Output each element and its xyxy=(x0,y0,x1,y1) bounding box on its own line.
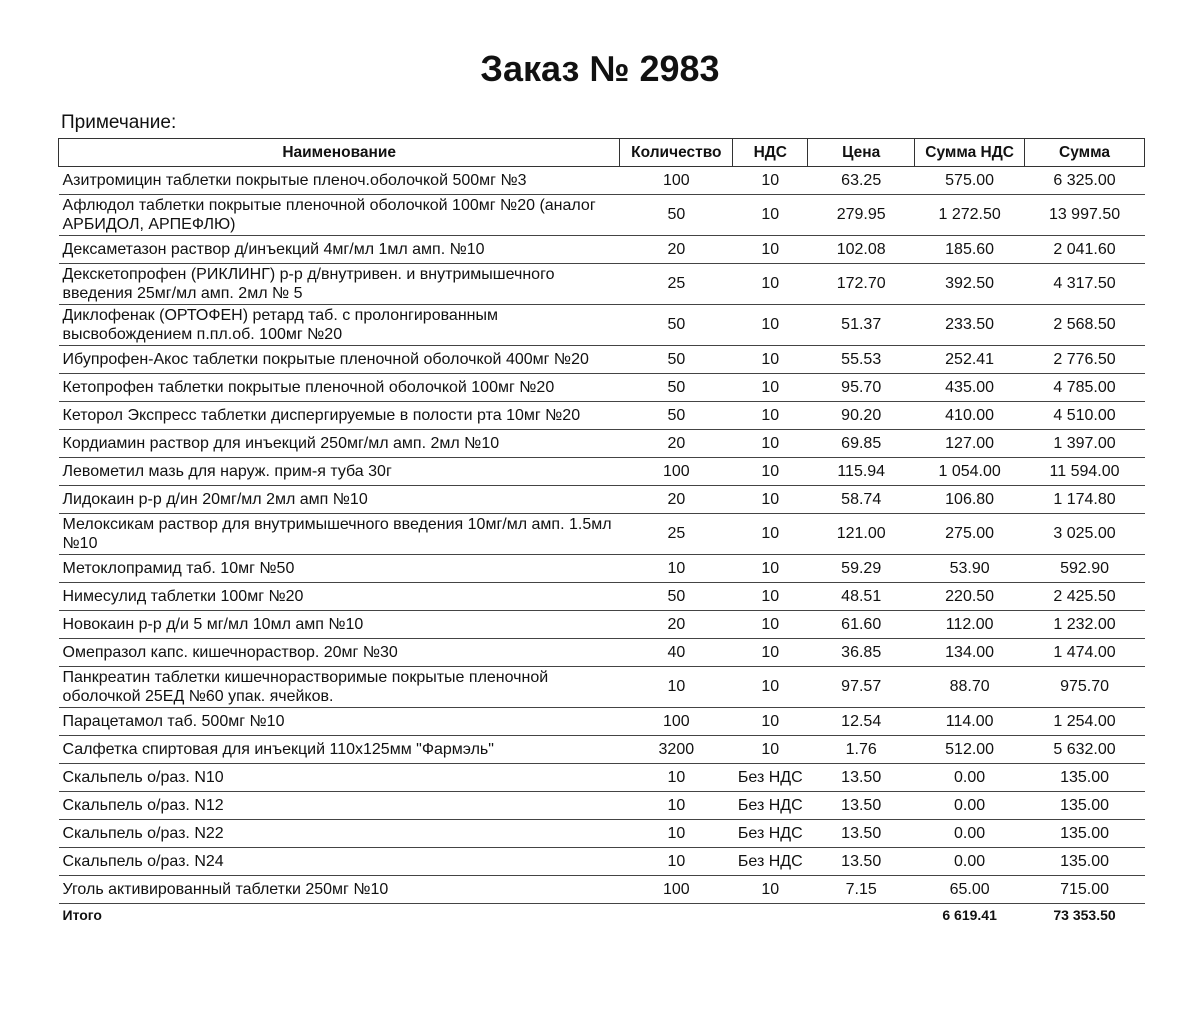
total-sum: 73 353.50 xyxy=(1053,907,1116,923)
item-name: Мелоксикам раствор для внутримышечного введения 10мг/мл амп. 1.5мл №10 xyxy=(59,514,620,555)
item-vat-sum: 112.00 xyxy=(915,611,1025,639)
item-vat-sum: 392.50 xyxy=(915,264,1025,305)
item-price: 13.50 xyxy=(808,764,915,792)
item-price: 102.08 xyxy=(808,236,915,264)
item-name: Левометил мазь для наруж. прим-я туба 30г xyxy=(59,458,620,486)
total-row xyxy=(59,904,1145,927)
item-vat-sum: 512.00 xyxy=(915,736,1025,764)
item-quantity: 10 xyxy=(620,555,733,583)
item-price: 12.54 xyxy=(808,708,915,736)
item-vat-sum: 0.00 xyxy=(915,848,1025,876)
item-name: Нимесулид таблетки 100мг №20 xyxy=(59,583,620,611)
item-sum: 13 997.50 xyxy=(1025,195,1145,236)
item-name: Дексаметазон раствор д/инъекций 4мг/мл 1мл амп. №10 xyxy=(59,236,620,264)
table-row xyxy=(59,708,1145,736)
table-row xyxy=(59,374,1145,402)
item-name: Скальпель о/раз. N22 xyxy=(59,820,620,848)
item-quantity: 50 xyxy=(620,402,733,430)
item-quantity: 3200 xyxy=(620,736,733,764)
item-vat: 10 xyxy=(733,555,808,583)
item-vat: 10 xyxy=(733,346,808,374)
item-name: Парацетамол таб. 500мг №10 xyxy=(59,708,620,736)
table-row xyxy=(59,876,1145,904)
item-vat-sum: 1 272.50 xyxy=(915,195,1025,236)
item-vat: 10 xyxy=(733,374,808,402)
item-vat: 10 xyxy=(733,305,808,346)
header-name: Наименование xyxy=(59,139,620,167)
table-row xyxy=(59,305,1145,346)
table-row xyxy=(59,667,1145,708)
item-quantity: 10 xyxy=(620,792,733,820)
item-name: Омепразол капс. кишечнораствор. 20мг №30 xyxy=(59,639,620,667)
item-vat-sum: 0.00 xyxy=(915,792,1025,820)
item-price: 7.15 xyxy=(808,876,915,904)
item-vat: Без НДС xyxy=(733,792,808,820)
item-quantity: 100 xyxy=(620,167,733,195)
item-price: 95.70 xyxy=(808,374,915,402)
header-vat: НДС xyxy=(733,139,808,167)
item-sum: 135.00 xyxy=(1025,848,1145,876)
item-sum: 592.90 xyxy=(1025,555,1145,583)
item-quantity: 100 xyxy=(620,458,733,486)
item-price: 36.85 xyxy=(808,639,915,667)
item-quantity: 20 xyxy=(620,611,733,639)
item-vat: 10 xyxy=(733,514,808,555)
item-vat: 10 xyxy=(733,167,808,195)
item-quantity: 100 xyxy=(620,708,733,736)
table-row xyxy=(59,167,1145,195)
item-sum: 1 397.00 xyxy=(1025,430,1145,458)
table-row xyxy=(59,346,1145,374)
item-quantity: 10 xyxy=(620,764,733,792)
table-row xyxy=(59,639,1145,667)
header-sum: Сумма xyxy=(1025,139,1145,167)
item-vat-sum: 53.90 xyxy=(915,555,1025,583)
order-table xyxy=(58,138,1145,926)
item-vat-sum: 185.60 xyxy=(915,236,1025,264)
table-row xyxy=(59,514,1145,555)
item-name: Салфетка спиртовая для инъекций 110x125мм "Фармэль" xyxy=(59,736,620,764)
item-vat-sum: 114.00 xyxy=(915,708,1025,736)
item-vat-sum: 410.00 xyxy=(915,402,1025,430)
item-quantity: 50 xyxy=(620,195,733,236)
item-vat: 10 xyxy=(733,667,808,708)
item-quantity: 25 xyxy=(620,514,733,555)
item-quantity: 50 xyxy=(620,583,733,611)
table-row xyxy=(59,236,1145,264)
empty xyxy=(808,904,915,927)
table-row xyxy=(59,486,1145,514)
item-price: 51.37 xyxy=(808,305,915,346)
item-name: Панкреатин таблетки кишечнорастворимые покрытые пленочной оболочкой 25ЕД №60 упак. ячейков. xyxy=(59,667,620,708)
item-sum: 135.00 xyxy=(1025,764,1145,792)
item-name: Декскетопрофен (РИКЛИНГ) р-р д/внутривен. и внутримышечного введения 25мг/мл амп. 2мл № 5 xyxy=(59,264,620,305)
item-sum: 4 785.00 xyxy=(1025,374,1145,402)
item-price: 279.95 xyxy=(808,195,915,236)
item-sum: 4 510.00 xyxy=(1025,402,1145,430)
item-name: Кордиамин раствор для инъекций 250мг/мл амп. 2мл №10 xyxy=(59,430,620,458)
item-price: 61.60 xyxy=(808,611,915,639)
item-sum: 2 568.50 xyxy=(1025,305,1145,346)
item-price: 115.94 xyxy=(808,458,915,486)
item-name: Скальпель о/раз. N12 xyxy=(59,792,620,820)
item-name: Кеторол Экспресс таблетки диспергируемые в полости рта 10мг №20 xyxy=(59,402,620,430)
item-sum: 1 474.00 xyxy=(1025,639,1145,667)
item-name: Кетопрофен таблетки покрытые пленочной оболочкой 100мг №20 xyxy=(59,374,620,402)
item-vat-sum: 1 054.00 xyxy=(915,458,1025,486)
item-sum: 2 425.50 xyxy=(1025,583,1145,611)
item-name: Скальпель о/раз. N10 xyxy=(59,764,620,792)
item-sum: 1 232.00 xyxy=(1025,611,1145,639)
item-quantity: 10 xyxy=(620,820,733,848)
item-price: 55.53 xyxy=(808,346,915,374)
item-quantity: 25 xyxy=(620,264,733,305)
item-sum: 11 594.00 xyxy=(1025,458,1145,486)
table-row xyxy=(59,458,1145,486)
header-price: Цена xyxy=(808,139,915,167)
item-sum: 135.00 xyxy=(1025,792,1145,820)
item-vat-sum: 88.70 xyxy=(915,667,1025,708)
item-sum: 4 317.50 xyxy=(1025,264,1145,305)
item-vat-sum: 106.80 xyxy=(915,486,1025,514)
item-sum: 2 041.60 xyxy=(1025,236,1145,264)
item-sum: 135.00 xyxy=(1025,820,1145,848)
item-sum: 1 174.80 xyxy=(1025,486,1145,514)
total-vat-sum: 6 619.41 xyxy=(942,907,997,923)
item-sum: 3 025.00 xyxy=(1025,514,1145,555)
item-price: 172.70 xyxy=(808,264,915,305)
empty xyxy=(620,904,733,927)
table-row xyxy=(59,764,1145,792)
item-vat: 10 xyxy=(733,264,808,305)
item-sum: 975.70 xyxy=(1025,667,1145,708)
item-vat: Без НДС xyxy=(733,764,808,792)
item-price: 90.20 xyxy=(808,402,915,430)
item-price: 97.57 xyxy=(808,667,915,708)
empty xyxy=(733,904,808,927)
table-row xyxy=(59,402,1145,430)
item-vat-sum: 127.00 xyxy=(915,430,1025,458)
item-vat-sum: 65.00 xyxy=(915,876,1025,904)
item-price: 48.51 xyxy=(808,583,915,611)
item-vat: 10 xyxy=(733,430,808,458)
table-row xyxy=(59,792,1145,820)
item-name: Новокаин р-р д/и 5 мг/мл 10мл амп №10 xyxy=(59,611,620,639)
item-vat-sum: 252.41 xyxy=(915,346,1025,374)
item-vat: 10 xyxy=(733,236,808,264)
item-vat: 10 xyxy=(733,611,808,639)
item-name: Уголь активированный таблетки 250мг №10 xyxy=(59,876,620,904)
item-quantity: 10 xyxy=(620,848,733,876)
item-name: Лидокаин р-р д/ин 20мг/мл 2мл амп №10 xyxy=(59,486,620,514)
item-name: Метоклопрамид таб. 10мг №50 xyxy=(59,555,620,583)
header-vat-sum: Сумма НДС xyxy=(915,139,1025,167)
item-price: 13.50 xyxy=(808,848,915,876)
header-row xyxy=(59,139,1145,167)
item-name: Азитромицин таблетки покрытые пленоч.оболочкой 500мг №3 xyxy=(59,167,620,195)
item-vat: 10 xyxy=(733,402,808,430)
item-name: Афлюдол таблетки покрытые пленочной оболочкой 100мг №20 (аналог АРБИДОЛ, АРПЕФЛЮ) xyxy=(59,195,620,236)
total-label: Итого xyxy=(62,906,102,923)
note-label: Примечание: xyxy=(61,112,177,133)
item-vat-sum: 575.00 xyxy=(915,167,1025,195)
item-price: 59.29 xyxy=(808,555,915,583)
item-price: 13.50 xyxy=(808,792,915,820)
item-name: Ибупрофен-Акос таблетки покрытые пленочной оболочкой 400мг №20 xyxy=(59,346,620,374)
item-vat-sum: 0.00 xyxy=(915,820,1025,848)
item-vat: Без НДС xyxy=(733,848,808,876)
table-row xyxy=(59,555,1145,583)
item-vat-sum: 233.50 xyxy=(915,305,1025,346)
item-quantity: 50 xyxy=(620,374,733,402)
item-quantity: 50 xyxy=(620,346,733,374)
item-quantity: 40 xyxy=(620,639,733,667)
table-row xyxy=(59,820,1145,848)
item-vat: 10 xyxy=(733,583,808,611)
item-sum: 5 632.00 xyxy=(1025,736,1145,764)
item-vat-sum: 275.00 xyxy=(915,514,1025,555)
item-sum: 715.00 xyxy=(1025,876,1145,904)
table-row xyxy=(59,736,1145,764)
item-vat-sum: 220.50 xyxy=(915,583,1025,611)
item-price: 13.50 xyxy=(808,820,915,848)
item-vat: 10 xyxy=(733,876,808,904)
item-quantity: 20 xyxy=(620,486,733,514)
table-row xyxy=(59,195,1145,236)
item-vat: 10 xyxy=(733,736,808,764)
item-price: 69.85 xyxy=(808,430,915,458)
item-quantity: 100 xyxy=(620,876,733,904)
table-row xyxy=(59,264,1145,305)
item-vat: 10 xyxy=(733,195,808,236)
item-price: 58.74 xyxy=(808,486,915,514)
item-name: Диклофенак (ОРТОФЕН) ретард таб. с пролонгированным высвобождением п.пл.об. 100мг №20 xyxy=(59,305,620,346)
item-vat: Без НДС xyxy=(733,820,808,848)
item-price: 1.76 xyxy=(808,736,915,764)
item-quantity: 20 xyxy=(620,236,733,264)
item-vat: 10 xyxy=(733,486,808,514)
item-price: 121.00 xyxy=(808,514,915,555)
item-vat-sum: 134.00 xyxy=(915,639,1025,667)
item-sum: 2 776.50 xyxy=(1025,346,1145,374)
table-row xyxy=(59,430,1145,458)
item-sum: 6 325.00 xyxy=(1025,167,1145,195)
item-quantity: 20 xyxy=(620,430,733,458)
header-quantity: Количество xyxy=(620,139,733,167)
item-quantity: 50 xyxy=(620,305,733,346)
table-row xyxy=(59,583,1145,611)
item-sum: 1 254.00 xyxy=(1025,708,1145,736)
item-vat-sum: 435.00 xyxy=(915,374,1025,402)
item-quantity: 10 xyxy=(620,667,733,708)
item-name: Скальпель о/раз. N24 xyxy=(59,848,620,876)
item-vat: 10 xyxy=(733,708,808,736)
item-price: 63.25 xyxy=(808,167,915,195)
item-vat: 10 xyxy=(733,458,808,486)
item-vat: 10 xyxy=(733,639,808,667)
item-vat-sum: 0.00 xyxy=(915,764,1025,792)
table-row xyxy=(59,848,1145,876)
table-row xyxy=(59,611,1145,639)
page-title: Заказ № 2983 xyxy=(480,48,720,89)
